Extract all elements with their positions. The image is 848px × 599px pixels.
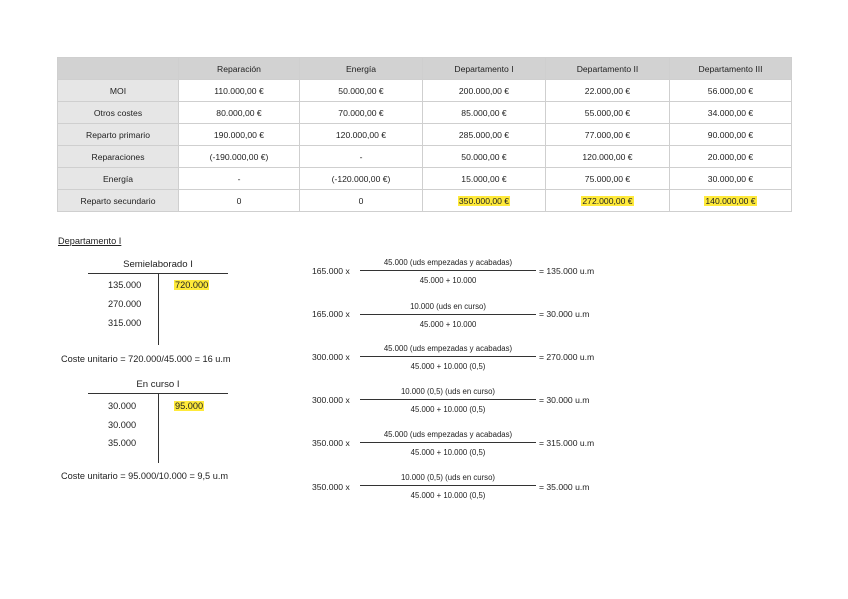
formula-result: = 135.000 u.m bbox=[539, 266, 595, 276]
row-label: Reparto primario bbox=[58, 124, 179, 146]
table-cell: 77.000,00 € bbox=[546, 124, 670, 146]
highlighted-value: 350.000,00 € bbox=[458, 195, 510, 206]
formula-denominator: 45.000 + 10.000 (0,5) bbox=[410, 491, 486, 500]
table-cell: 56.000,00 € bbox=[670, 80, 792, 102]
highlighted-value: 272.000,00 € bbox=[582, 195, 633, 206]
formula-numerator: 45.000 (uds empezadas y acabadas) bbox=[383, 430, 513, 439]
fraction-bar bbox=[360, 356, 536, 357]
table-cell bbox=[670, 190, 792, 212]
formula-numerator: 10.000 (0,5) (uds en curso) bbox=[400, 473, 496, 482]
t-account-title: Semielaborado I bbox=[123, 259, 193, 270]
table-row bbox=[58, 80, 792, 102]
fraction-bar bbox=[360, 399, 536, 400]
table-header-cell: Energía bbox=[300, 58, 423, 80]
table-header-corner bbox=[58, 58, 179, 80]
table-row bbox=[58, 168, 792, 190]
t-account-debit: 30.000 bbox=[108, 401, 137, 411]
table-cell: 50.000,00 € bbox=[300, 80, 423, 102]
formula-numerator: 10.000 (uds en curso) bbox=[410, 302, 486, 311]
table-cell: 55.000,00 € bbox=[546, 102, 670, 124]
formula-multiplier: 350.000 x bbox=[312, 438, 350, 448]
formula-multiplier: 165.000 x bbox=[312, 266, 350, 276]
table-cell: 50.000,00 € bbox=[423, 146, 546, 168]
table-header-cell: Departamento II bbox=[546, 58, 670, 80]
table-cell: 0 bbox=[179, 190, 300, 212]
t-account-debit: 270.000 bbox=[108, 299, 142, 309]
table-cell: 190.000,00 € bbox=[179, 124, 300, 146]
formula-numerator: 45.000 (uds empezadas y acabadas) bbox=[383, 258, 513, 267]
table-cell: - bbox=[179, 168, 300, 190]
formula-denominator: 45.000 + 10.000 bbox=[419, 276, 477, 285]
table-cell: 34.000,00 € bbox=[670, 102, 792, 124]
formula-result: = 30.000 u.m bbox=[539, 395, 590, 405]
formula-multiplier: 300.000 x bbox=[312, 352, 350, 362]
table-cell: (-190.000,00 €) bbox=[179, 146, 300, 168]
formula-multiplier: 300.000 x bbox=[312, 395, 350, 405]
table-header-cell: Departamento I bbox=[423, 58, 546, 80]
table-cell: 80.000,00 € bbox=[179, 102, 300, 124]
formula-denominator: 45.000 + 10.000 (0,5) bbox=[410, 448, 486, 457]
table-cell: 70.000,00 € bbox=[300, 102, 423, 124]
fraction-bar bbox=[360, 485, 536, 486]
formula-result: = 30.000 u.m bbox=[539, 309, 590, 319]
formula-numerator: 45.000 (uds empezadas y acabadas) bbox=[383, 344, 513, 353]
table-cell: 22.000,00 € bbox=[546, 80, 670, 102]
table-cell: 110.000,00 € bbox=[179, 80, 300, 102]
table-cell: 85.000,00 € bbox=[423, 102, 546, 124]
row-label: Reparaciones bbox=[58, 146, 179, 168]
t-account-credit: 720.000 bbox=[175, 280, 209, 290]
t-account-debit: 135.000 bbox=[108, 280, 142, 290]
table-header-cell: Reparación bbox=[179, 58, 300, 80]
table-cell bbox=[546, 190, 670, 212]
table-row bbox=[58, 102, 792, 124]
row-label: Energía bbox=[58, 168, 179, 190]
fraction-bar bbox=[360, 442, 536, 443]
highlighted-value: 140.000,00 € bbox=[705, 195, 756, 206]
t-account-debit: 35.000 bbox=[108, 438, 137, 448]
unit-cost-text: Coste unitario = 720.000/45.000 = 16 u.m bbox=[61, 354, 231, 364]
formula-denominator: 45.000 + 10.000 bbox=[419, 320, 477, 329]
table-row bbox=[58, 190, 792, 212]
table-cell bbox=[423, 190, 546, 212]
fraction-bar bbox=[360, 314, 536, 315]
table-header-cell: Departamento III bbox=[670, 58, 792, 80]
t-account-debit: 315.000 bbox=[108, 318, 142, 328]
formula-multiplier: 165.000 x bbox=[312, 309, 350, 319]
row-label: MOI bbox=[58, 80, 179, 102]
row-label: Otros costes bbox=[58, 102, 179, 124]
table-row bbox=[58, 146, 792, 168]
table-cell: 15.000,00 € bbox=[423, 168, 546, 190]
formula-result: = 315.000 u.m bbox=[539, 438, 595, 448]
table-row bbox=[58, 124, 792, 146]
section-title: Departamento I bbox=[58, 236, 122, 246]
table-cell: - bbox=[300, 146, 423, 168]
table-header-row bbox=[58, 58, 792, 80]
formula-result: = 270.000 u.m bbox=[539, 352, 595, 362]
formula-denominator: 45.000 + 10.000 (0,5) bbox=[410, 405, 486, 414]
formula-multiplier: 350.000 x bbox=[312, 482, 350, 492]
table-cell: (-120.000,00 €) bbox=[300, 168, 423, 190]
row-label: Reparto secundario bbox=[58, 190, 179, 212]
fraction-bar bbox=[360, 270, 536, 271]
t-account-debit: 30.000 bbox=[108, 420, 137, 430]
table-cell: 120.000,00 € bbox=[546, 146, 670, 168]
cost-distribution-table bbox=[57, 57, 792, 212]
table-cell: 90.000,00 € bbox=[670, 124, 792, 146]
table-cell: 200.000,00 € bbox=[423, 80, 546, 102]
formula-numerator: 10.000 (0,5) (uds en curso) bbox=[400, 387, 496, 396]
table-cell: 30.000,00 € bbox=[670, 168, 792, 190]
t-account-title: En curso I bbox=[136, 379, 180, 390]
table-cell: 0 bbox=[300, 190, 423, 212]
t-account-divider bbox=[158, 393, 159, 463]
table-cell: 285.000,00 € bbox=[423, 124, 546, 146]
unit-cost-text: Coste unitario = 95.000/10.000 = 9,5 u.m bbox=[61, 471, 229, 481]
t-account-credit: 95.000 bbox=[175, 401, 204, 411]
table-cell: 20.000,00 € bbox=[670, 146, 792, 168]
table-cell: 120.000,00 € bbox=[300, 124, 423, 146]
formula-denominator: 45.000 + 10.000 (0,5) bbox=[410, 362, 486, 371]
t-account-divider bbox=[158, 273, 159, 345]
table-cell: 75.000,00 € bbox=[546, 168, 670, 190]
formula-result: = 35.000 u.m bbox=[539, 482, 590, 492]
